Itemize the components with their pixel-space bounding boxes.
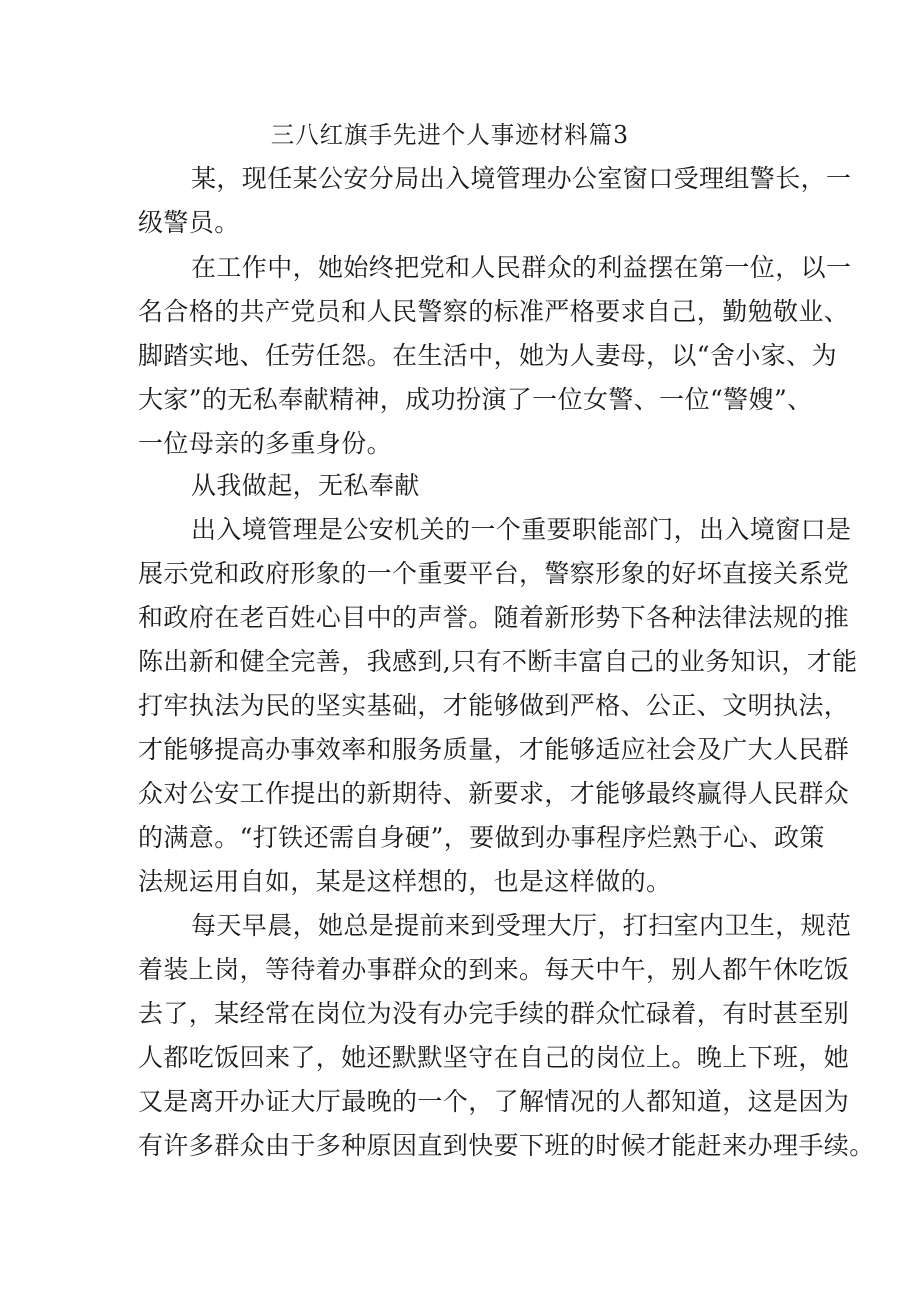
paragraph-line: 每天早晨，她总是提前来到受理大厅，打扫室内卫生，规范 [191, 911, 852, 940]
document-title: 三八红旗手先进个人事迹材料篇3 [270, 121, 629, 149]
section-heading: 从我做起，无私奉献 [191, 471, 420, 500]
paragraph-line: 众对公安工作提出的新期待、新要求，才能够最终赢得人民群众 [138, 779, 850, 808]
paragraph-line: 打牢执法为民的坚实基础，才能够做到严格、公正、文明执法， [138, 691, 850, 720]
paragraph-line: 一位母亲的多重身份。 [138, 429, 393, 458]
paragraph-line: 某，现任某公安分局出入境管理办公室窗口受理组警长，一 [191, 164, 852, 193]
paragraph-line: 大家”的无私奉献精神，成功扮演了一位女警、一位“警嫂”、 [138, 385, 813, 414]
paragraph-line: 着装上岗，等待着办事群众的到来。每天中午，别人都午休吃饭 [138, 955, 850, 984]
paragraph-line: 在工作中，她始终把党和人民群众的利益摆在第一位，以一 [191, 253, 852, 282]
paragraph-line: 脚踏实地、任劳任怨。在生活中，她为人妻母，以“舍小家、为 [138, 341, 837, 370]
paragraph-line: 法规运用自如，某是这样想的，也是这样做的。 [138, 867, 672, 896]
paragraph-line: 去了，某经常在岗位为没有办完手续的群众忙碌着，有时甚至别 [138, 999, 850, 1028]
paragraph-line: 级警员。 [138, 208, 240, 237]
paragraph-line: 的满意。“打铁还需自身硬”，要做到办事程序烂熟于心、政策 [138, 823, 825, 852]
paragraph-line: 有许多群众由于多种原因直到快要下班的时候才能赶来办理手续。 [138, 1131, 875, 1160]
paragraph-line: 名合格的共产党员和人民警察的标准严格要求自己，勤勉敬业、 [138, 297, 850, 326]
paragraph-line: 和政府在老百姓心目中的声誉。随着新形势下各种法律法规的推 [138, 603, 850, 632]
paragraph-line: 陈出新和健全完善，我感到,只有不断丰富自己的业务知识，才能 [138, 647, 858, 676]
paragraph-line: 展示党和政府形象的一个重要平台，警察形象的好坏直接关系党 [138, 559, 850, 588]
paragraph-line: 又是离开办证大厅最晚的一个，了解情况的人都知道，这是因为 [138, 1087, 850, 1116]
paragraph-line: 才能够提高办事效率和服务质量，才能够适应社会及广大人民群 [138, 735, 850, 764]
paragraph-line: 人都吃饭回来了，她还默默坚守在自己的岗位上。晚上下班，她 [138, 1043, 850, 1072]
paragraph-line: 出入境管理是公安机关的一个重要职能部门，出入境窗口是 [191, 515, 852, 544]
